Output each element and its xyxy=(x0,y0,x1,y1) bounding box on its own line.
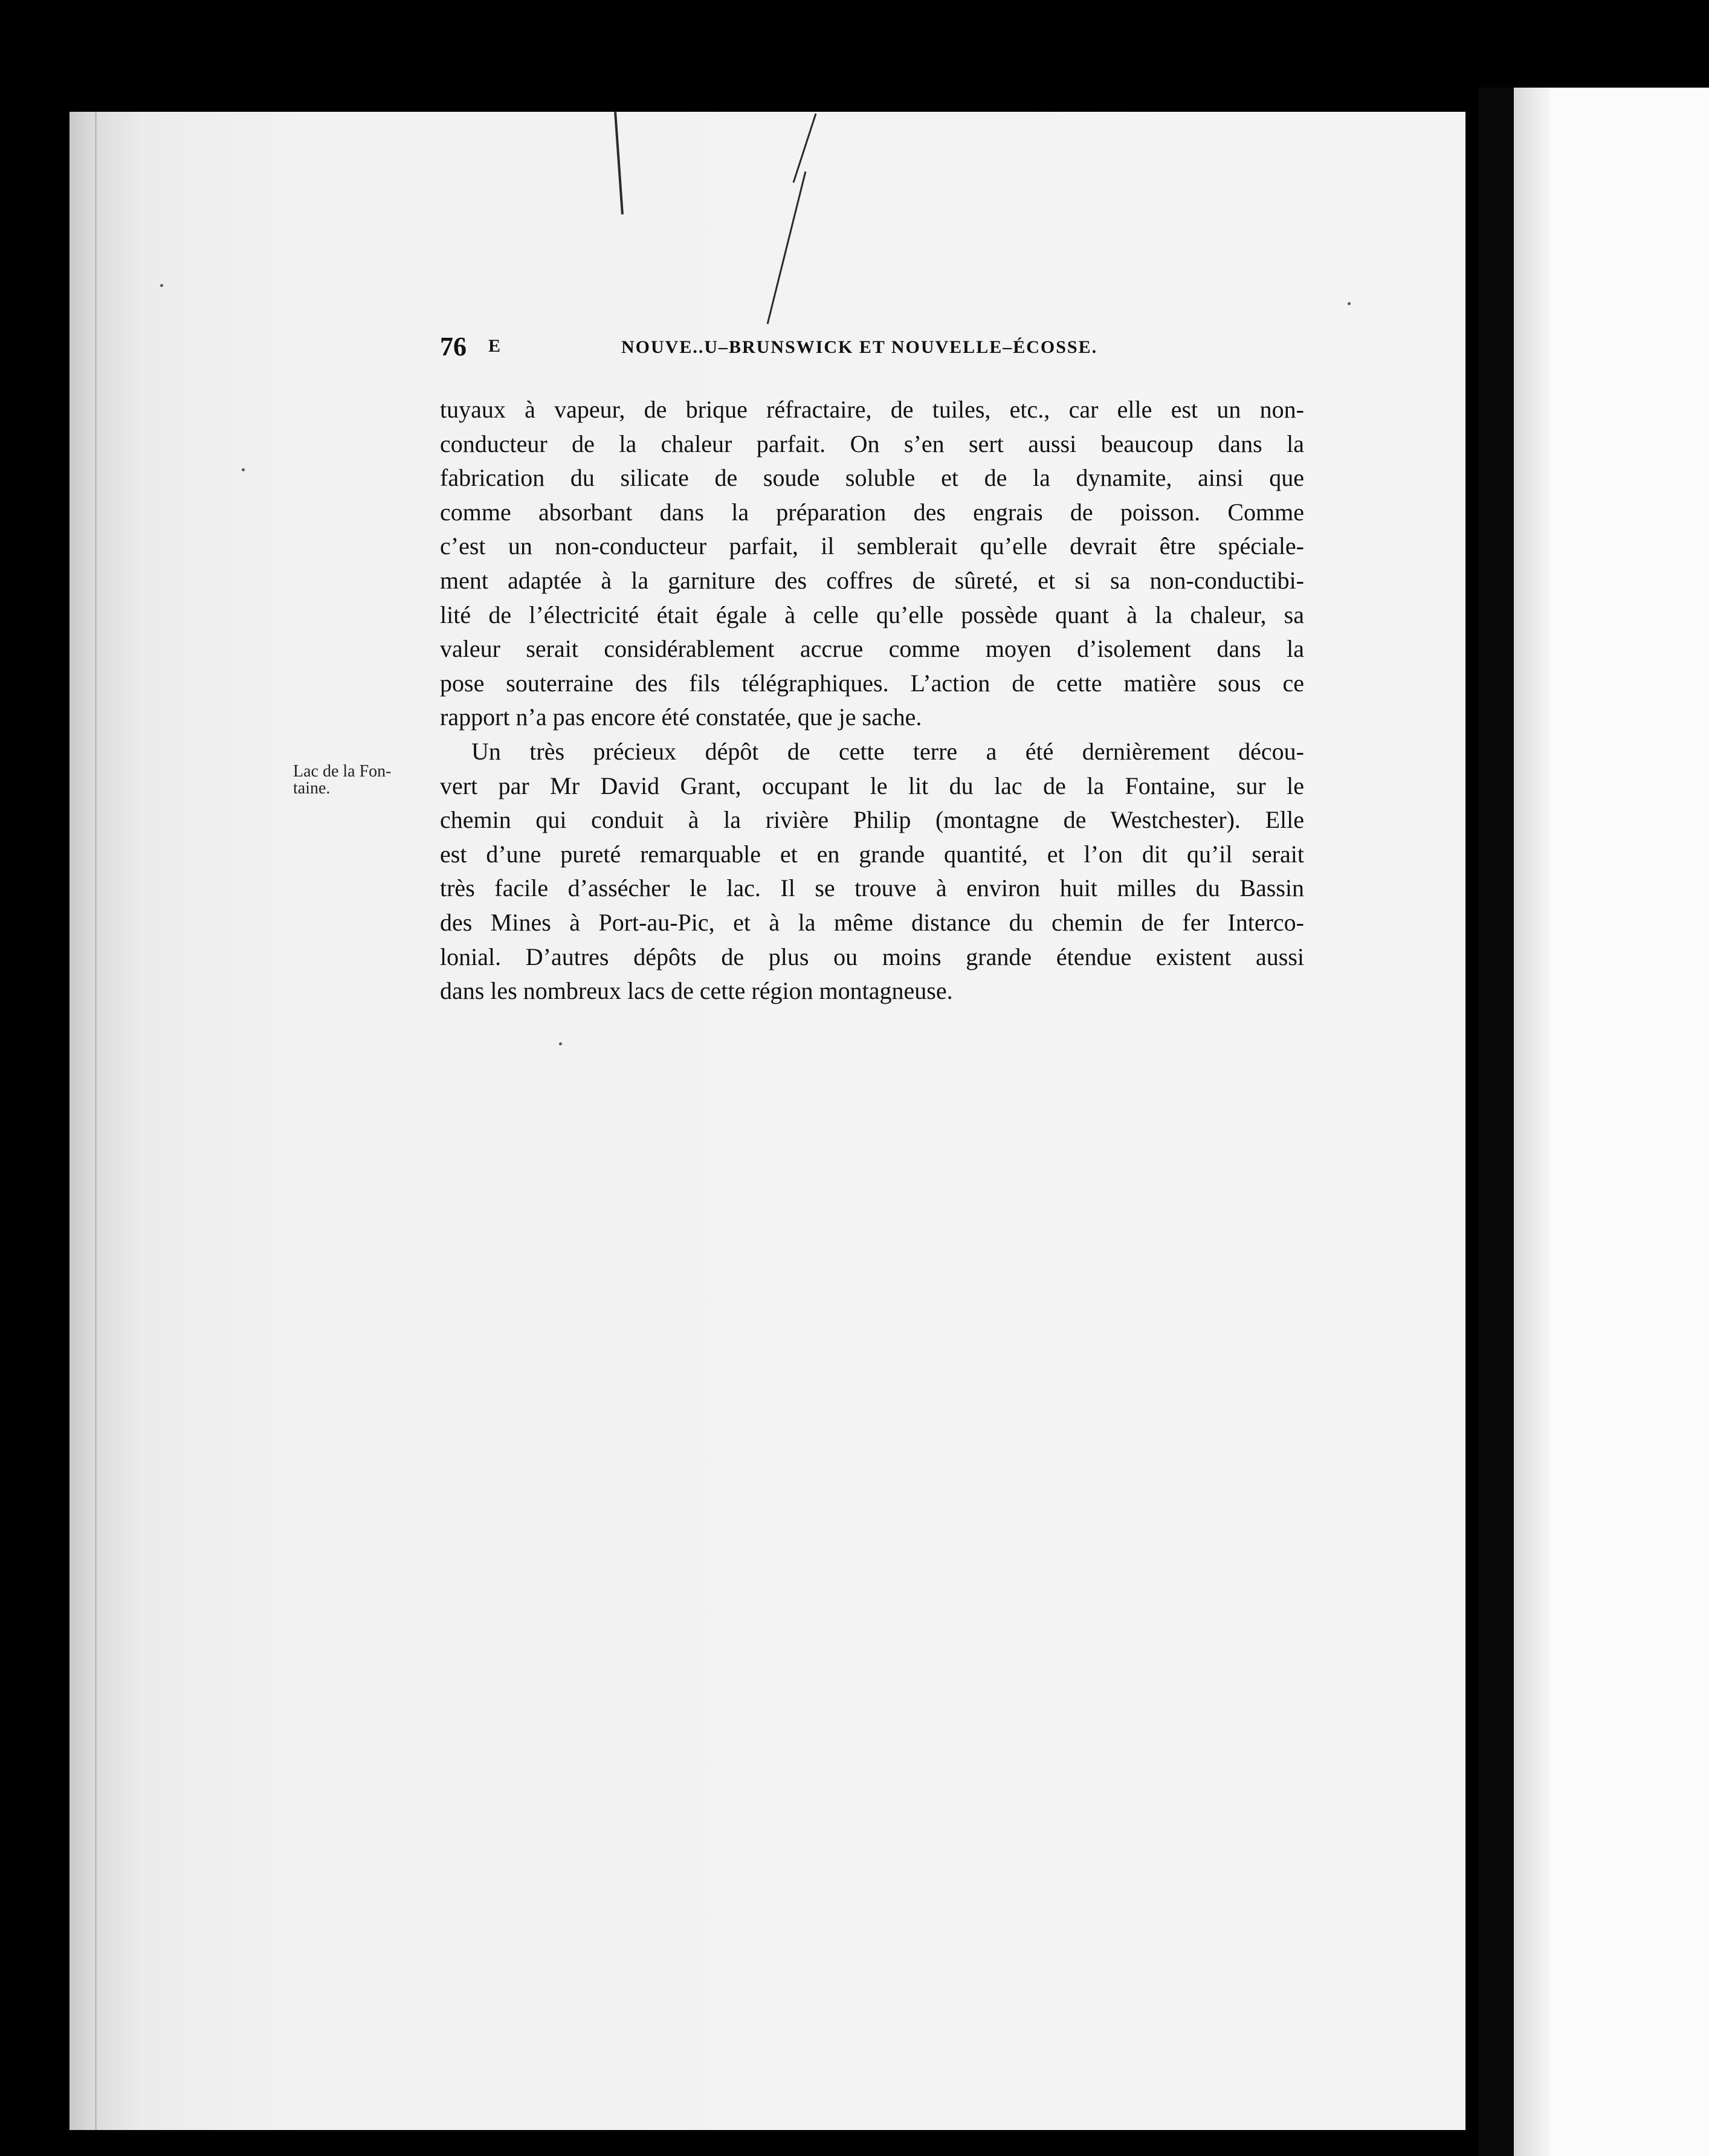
running-title: NOUVE..U–BRUNSWICK ET NOUVELLE–ÉCOSSE. xyxy=(621,337,1098,357)
text-line: très facile d’assécher le lac. Il se trouve à environ huit milles du Bassin xyxy=(440,874,1304,902)
margin-note xyxy=(293,763,438,797)
page-margin-rule xyxy=(95,112,97,2130)
text-line: lité de l’électricité était égale à celle qu’elle possède quant à la chaleur, sa xyxy=(440,601,1304,628)
text-line: tuyaux à vapeur, de brique réfractaire, de tuiles, etc., car elle est un non- xyxy=(440,396,1304,423)
text-line: fabrication du silicate de soude soluble et de la dynamite, ainsi que xyxy=(440,464,1304,492)
paper-speck xyxy=(160,284,163,287)
page-number: 76 xyxy=(440,332,467,361)
paper-speck xyxy=(242,468,245,471)
text-line: chemin qui conduit à la rivière Philip (montagne de Westchester). Elle xyxy=(440,806,1304,834)
text-line: est d’une pureté remarquable et en grande quantité, et l’on dit qu’il serait xyxy=(440,840,1304,868)
page-edge-shadow xyxy=(1514,88,1550,2156)
text-line: des Mines à Port-au-Pic, et à la même distance du chemin de fer Interco- xyxy=(440,908,1304,936)
section-letter: E xyxy=(488,336,501,356)
text-line: ment adaptée à la garniture des coffres de sûreté, et si sa non-conductibi- xyxy=(440,566,1304,594)
text-line: dans les nombreux lacs de cette région montagneuse. xyxy=(440,977,953,1005)
text-line: conducteur de la chaleur parfait. On s’en sert aussi beaucoup dans la xyxy=(440,430,1304,457)
text-line: rapport n’a pas encore été constatée, que je sache. xyxy=(440,703,922,731)
margin-note-line: Lac de la Fon- xyxy=(293,762,392,781)
body-text xyxy=(440,393,1304,1009)
paper-speck xyxy=(559,1042,562,1045)
text-line: valeur serait considérablement accrue comme moyen d’isolement dans la xyxy=(440,635,1304,663)
paper-speck xyxy=(1348,302,1351,305)
margin-note-line: taine. xyxy=(293,779,331,798)
text-line: comme absorbant dans la préparation des engrais de poisson. Comme xyxy=(440,498,1304,526)
text-line: pose souterraine des fils télégraphiques. L’action de cette matière sous ce xyxy=(440,669,1304,697)
text-line: c’est un non-conducteur parfait, il semblerait qu’elle devrait être spéciale- xyxy=(440,532,1304,560)
text-line: vert par Mr David Grant, occupant le lit du lac de la Fontaine, sur le xyxy=(440,772,1304,799)
adjacent-page-edge xyxy=(1514,88,1709,2156)
binding-shadow xyxy=(1479,88,1514,2156)
page-header xyxy=(440,331,1319,367)
text-line: lonial. D’autres dépôts de plus ou moins grande étendue existent aussi xyxy=(440,943,1304,970)
paragraph xyxy=(440,735,1304,1009)
paragraph xyxy=(440,393,1304,735)
text-line: Un très précieux dépôt de cette terre a été dernièrement décou- xyxy=(471,737,1304,765)
